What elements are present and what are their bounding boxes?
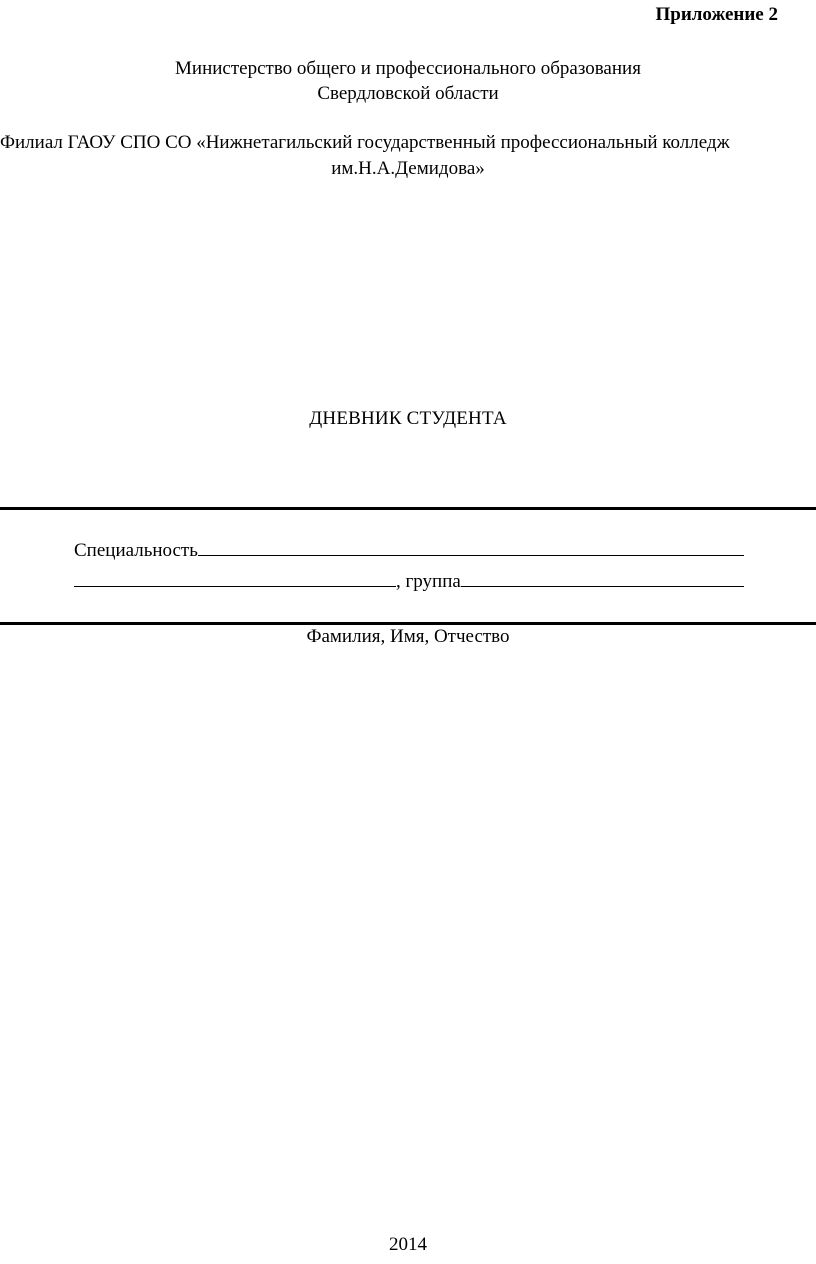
specialty-label: Специальность: [74, 540, 198, 561]
group-label: , группа: [396, 571, 461, 592]
group-row: [74, 569, 744, 593]
group-blank-line: [461, 569, 744, 587]
bottom-divider: [0, 622, 816, 625]
branch-line: Филиал ГАОУ СПО СО «Нижнетагильский государственный профессиональный колледж: [0, 132, 730, 153]
document-title: ДНЕВНИК СТУДЕНТА: [309, 408, 507, 429]
fio-label: Фамилия, Имя, Отчество: [306, 626, 510, 647]
year-label: 2014: [389, 1234, 427, 1255]
specialty-row: [74, 538, 744, 562]
specialty-blank-line: [198, 538, 744, 556]
appendix-label: Приложение 2: [655, 4, 778, 25]
ministry-line: Министерство общего и профессионального образования: [175, 58, 641, 79]
specialty-continuation-blank-line: [74, 569, 396, 587]
region-line: Свердловской области: [317, 83, 499, 104]
named-after-line: им.Н.А.Демидова»: [331, 158, 485, 179]
top-divider: [0, 507, 816, 510]
